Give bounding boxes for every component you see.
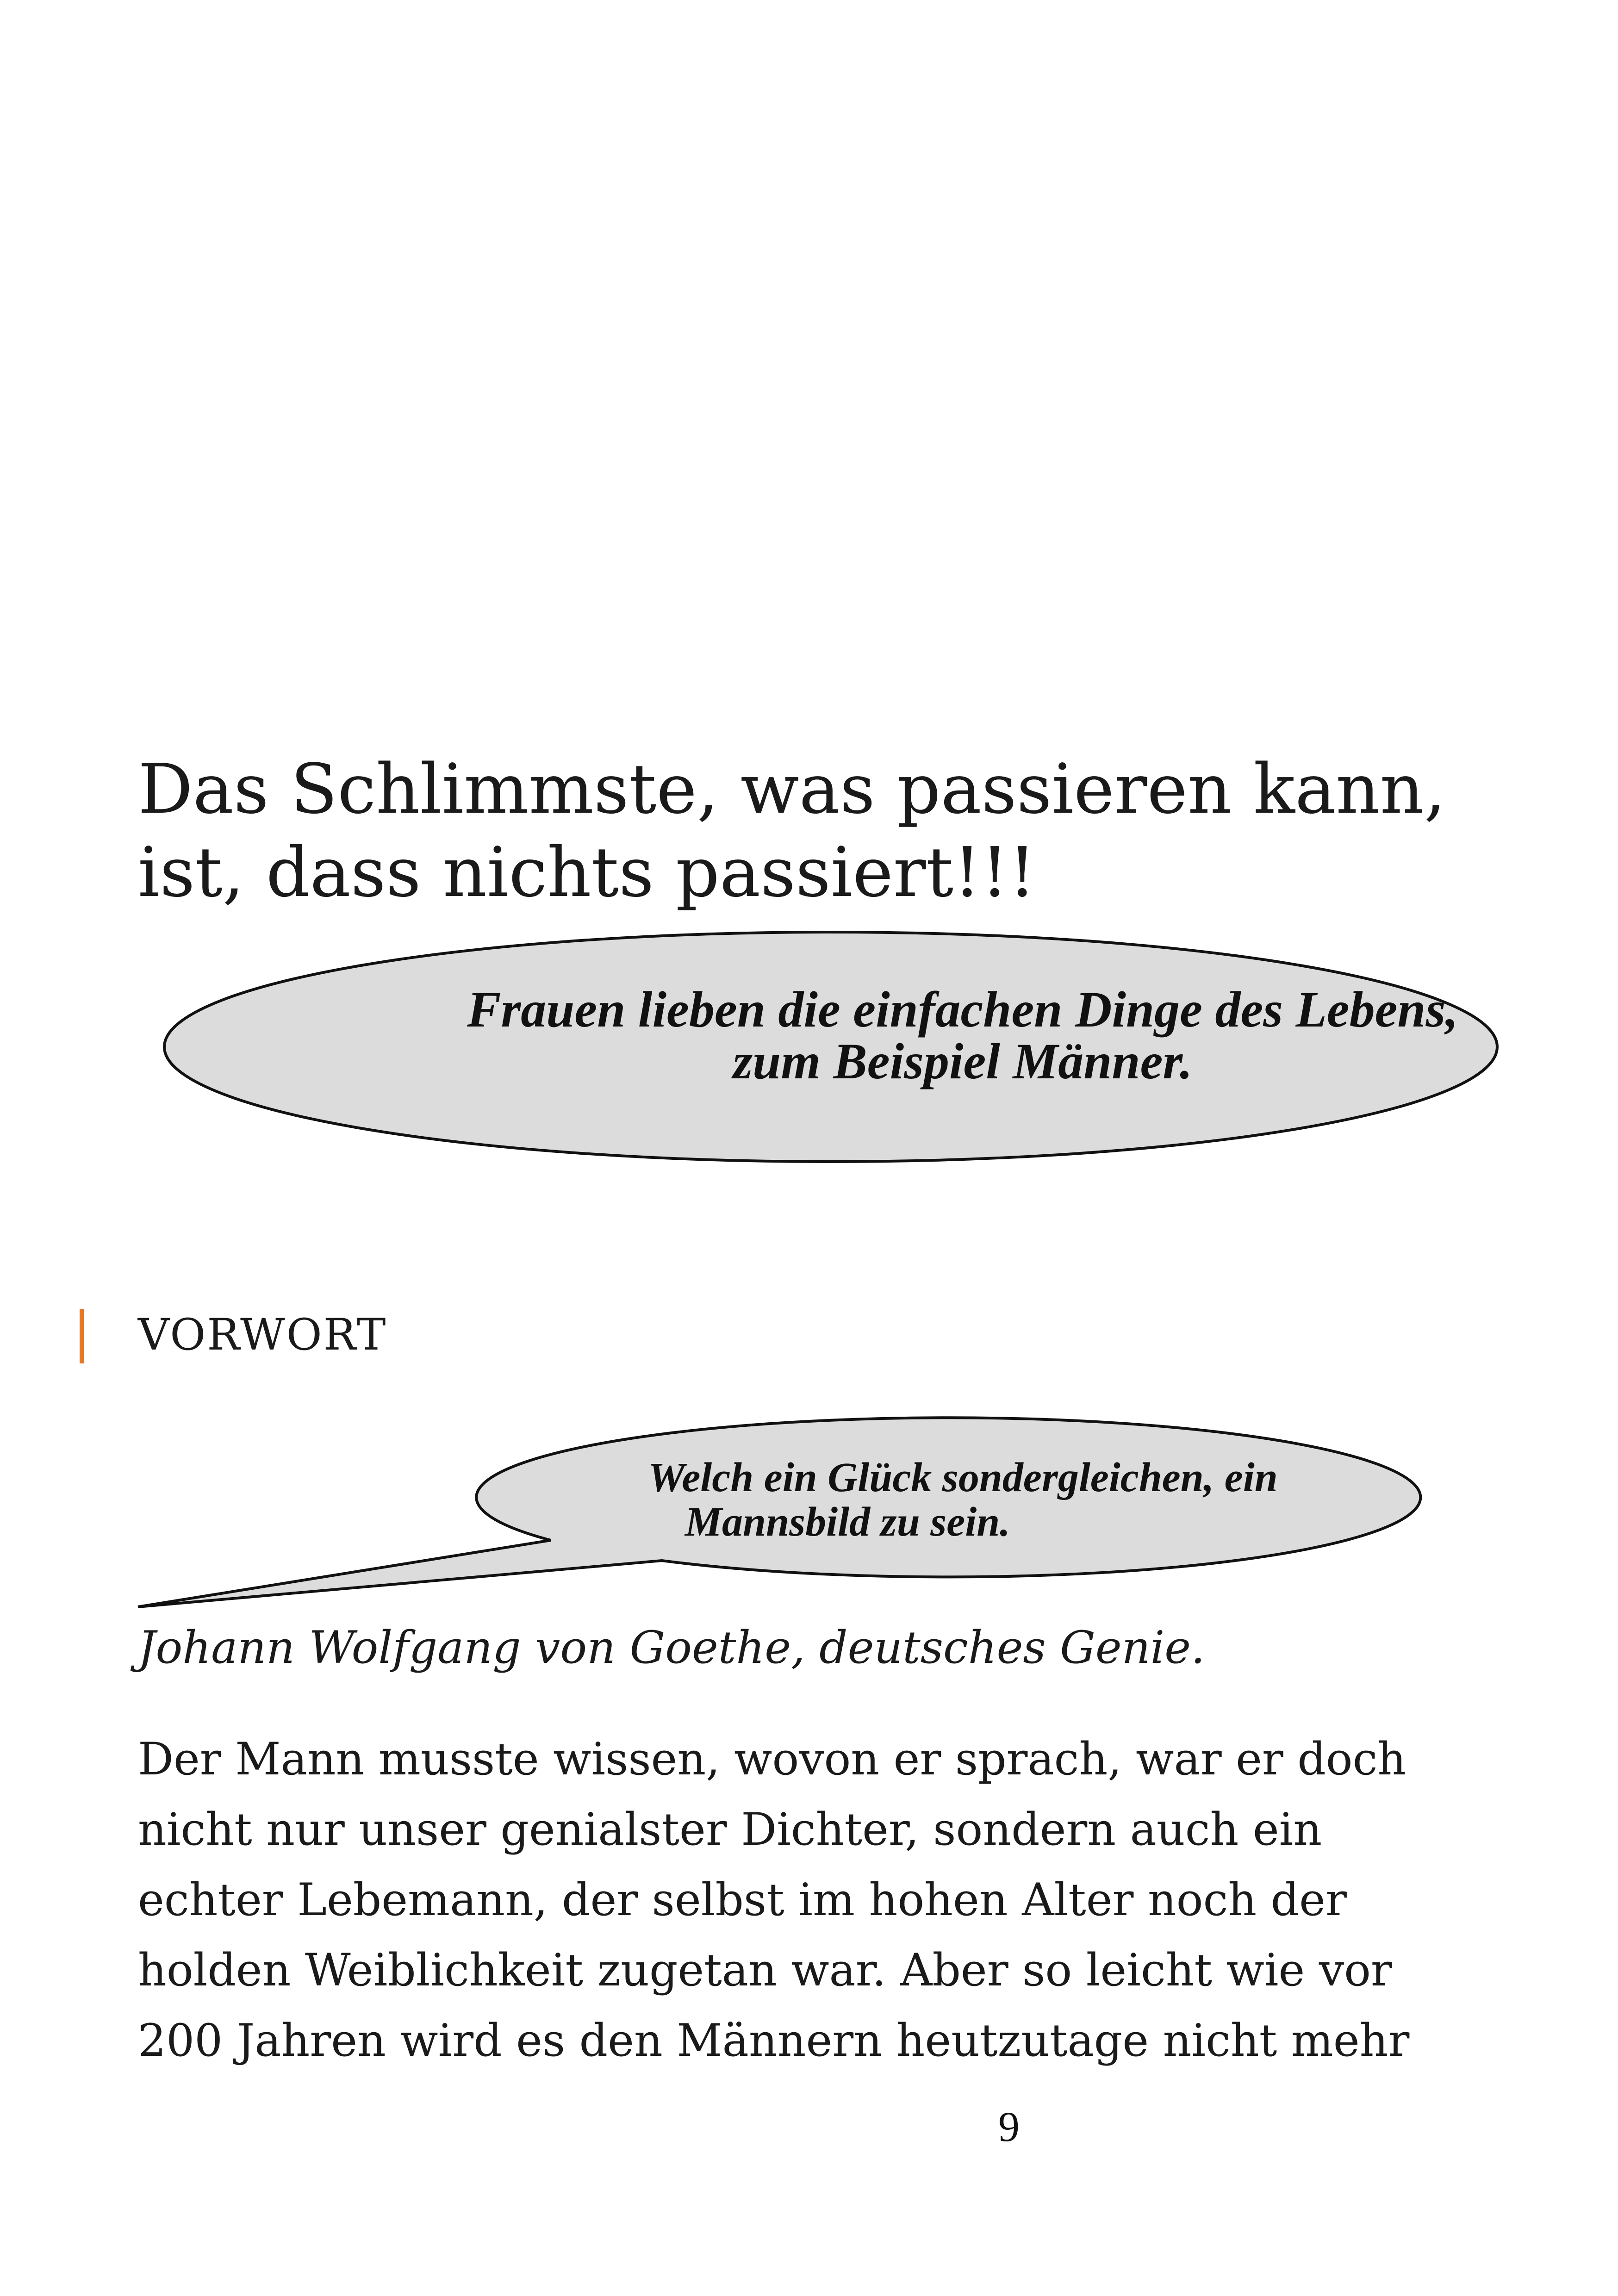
body-line: Der Mann musste wissen, wovon er sprach, war er doch <box>138 1733 1406 1785</box>
body-paragraph <box>138 1724 1443 2076</box>
section-accent-bar <box>80 1309 84 1363</box>
bubble-top-text <box>384 983 1541 1087</box>
bubble-quote-line-2: Mannsbild zu sein. <box>685 1499 1010 1545</box>
title-line-1: Das Schlimmste, was passieren kann, <box>138 749 1446 829</box>
quote-attribution: Johann Wolfgang von Goethe, deutsches Genie. <box>138 1622 1205 1674</box>
bubble-top-line-1: Frauen lieben die einfachen Dinge des Lebens, <box>467 981 1458 1038</box>
body-line: echter Lebemann, der selbst im hohen Alter noch der <box>138 1874 1347 1926</box>
section-heading: VORWORT <box>138 1310 387 1360</box>
bubble-quote-line-1: Welch ein Glück sondergleichen, ein <box>648 1455 1278 1500</box>
title-line-2: ist, dass nichts passiert!!! <box>138 833 1036 912</box>
bubble-top-line-2: zum Beispiel Männer. <box>733 1033 1193 1089</box>
body-line: holden Weiblichkeit zugetan war. Aber so leicht wie vor <box>138 1944 1392 1996</box>
body-line: 200 Jahren wird es den Männern heutzutage nicht mehr <box>138 2015 1410 2066</box>
bubble-quote-text <box>648 1456 1435 1544</box>
page-number: 9 <box>998 2103 1020 2150</box>
body-line: nicht nur unser genialster Dichter, sondern auch ein <box>138 1804 1322 1855</box>
